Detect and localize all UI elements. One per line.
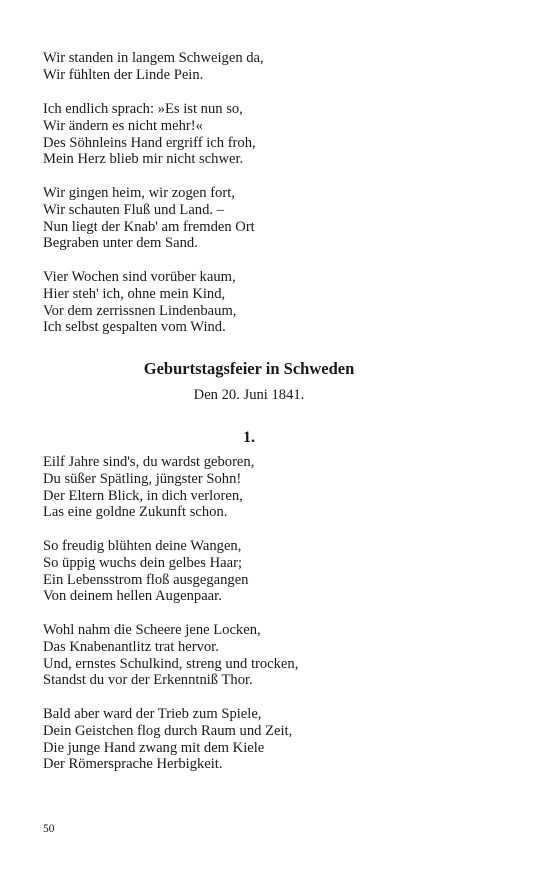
verse-line: Begraben unter dem Sand.	[43, 235, 198, 252]
verse-line: Von deinem hellen Augenpaar.	[43, 588, 222, 605]
stanza	[43, 706, 513, 773]
verse-line: Standst du vor der Erkenntniß Thor.	[43, 672, 253, 689]
verse-line: Las eine goldne Zukunft schon.	[43, 504, 228, 521]
verse-line: Ich endlich sprach: »Es ist nun so,	[43, 101, 243, 117]
verse-line: Vor dem zerrissnen Lindenbaum,	[43, 302, 237, 319]
verse-line: Eilf Jahre sind's, du wardst geboren,	[43, 454, 255, 470]
stanza	[43, 454, 513, 521]
verse-line: Des Söhnleins Hand ergriff ich froh,	[43, 134, 256, 151]
stanza	[43, 50, 513, 84]
stanza	[43, 185, 513, 252]
stanza	[43, 538, 513, 605]
verse-line: Wir ändern es nicht mehr!«	[43, 117, 203, 134]
verse-line: Dein Geistchen flog durch Raum und Zeit,	[43, 722, 293, 739]
verse-line: Hier steh' ich, ohne mein Kind,	[43, 285, 226, 302]
verse-line: So üppig wuchs dein gelbes Haar;	[43, 554, 243, 571]
verse-line: Nun liegt der Knab' am fremden Ort	[43, 218, 255, 235]
verse-line: Das Knabenantlitz trat hervor.	[43, 638, 219, 655]
poem-title: Geburtstagsfeier in Schweden	[143, 359, 355, 378]
poem-dateline: Den 20. Juni 1841.	[193, 387, 305, 403]
verse-line: Ich selbst gespalten vom Wind.	[43, 319, 226, 336]
verse-line: Bald aber ward der Trieb zum Spiele,	[43, 706, 262, 722]
stanza	[43, 622, 513, 689]
verse-line: Du süßer Spätling, jüngster Sohn!	[43, 470, 242, 487]
verse-line: Der Eltern Blick, in dich verloren,	[43, 487, 243, 504]
verse-line: Wir fühlten der Linde Pein.	[43, 66, 204, 83]
verse-line: Die junge Hand zwang mit dem Kiele	[43, 739, 265, 756]
verse-line: Vier Wochen sind vorüber kaum,	[43, 269, 236, 285]
page-number: 50	[43, 823, 55, 835]
stanza	[43, 269, 513, 336]
verse-line: Wir gingen heim, wir zogen fort,	[43, 185, 235, 201]
verse-line: Wir schauten Fluß und Land. –	[43, 201, 224, 218]
verse-line: Wir standen in langem Schweigen da,	[43, 50, 264, 66]
section-number: 1.	[243, 429, 255, 446]
verse-line: Wohl nahm die Scheere jene Locken,	[43, 622, 261, 638]
stanza	[43, 101, 513, 168]
verse-line: So freudig blühten deine Wangen,	[43, 538, 242, 554]
verse-line: Der Römersprache Herbigkeit.	[43, 756, 223, 773]
verse-line: Ein Lebensstrom floß ausgegangen	[43, 571, 249, 588]
verse-line: Mein Herz blieb mir nicht schwer.	[43, 151, 244, 168]
verse-line: Und, ernstes Schulkind, streng und trocken,	[43, 655, 299, 672]
